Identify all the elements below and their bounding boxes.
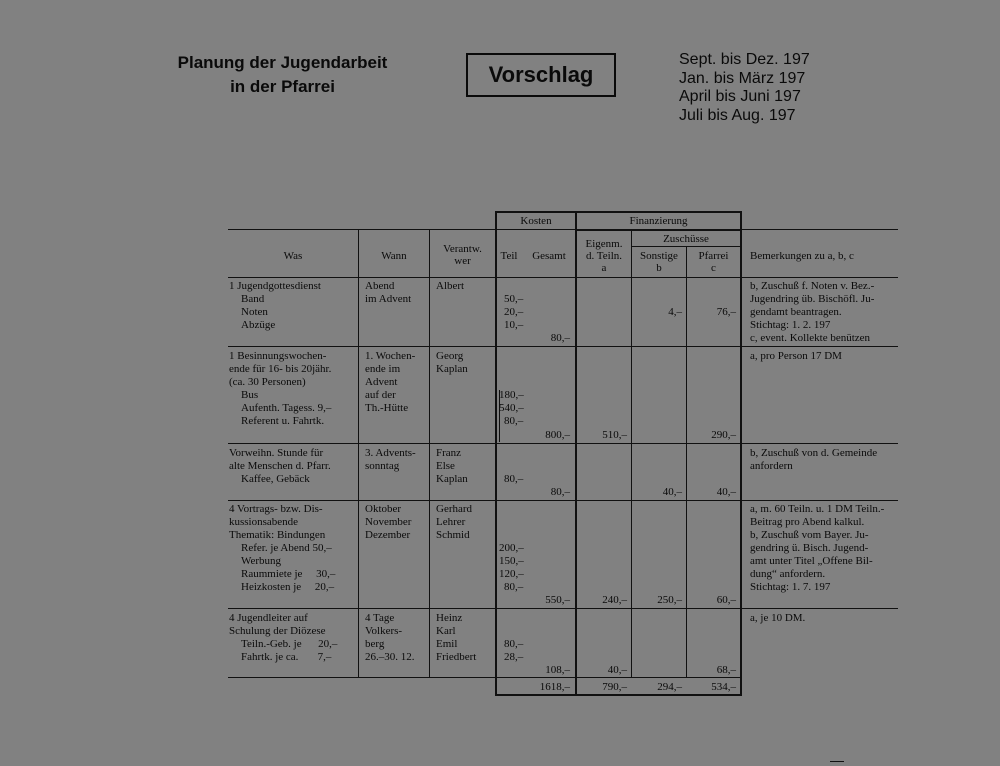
- was-line: Refer. je Abend 50,–: [241, 542, 332, 554]
- teil-value: 20,–: [504, 306, 524, 318]
- was-line: Thematik: Bindungen: [229, 529, 326, 541]
- col-rule-sonstige: [631, 231, 632, 677]
- wer-line: Gerhard: [436, 503, 473, 515]
- teil-value: 80,–: [504, 473, 524, 485]
- was-line: Aufenth. Tagess. 9,–: [241, 402, 332, 414]
- proposal-stamp: Vorschlag: [466, 53, 616, 97]
- row-rule-4: [228, 608, 898, 609]
- period-4: Juli bis Aug. 197: [679, 106, 796, 124]
- was-line: Referent u. Fahrtk.: [241, 415, 325, 427]
- period-2: Jan. bis März 197: [679, 69, 806, 87]
- bemerkung-line: Jugendring üb. Bischöfl. Ju-: [750, 293, 875, 305]
- kosten-header: Kosten: [520, 215, 552, 227]
- wer-line: Else: [436, 460, 455, 472]
- was-line: Teiln.-Geb. je 20,–: [241, 638, 338, 650]
- wann-line: Advent: [365, 376, 398, 388]
- teil-value: 120,–: [499, 568, 524, 580]
- wer-line: Georg: [436, 350, 464, 362]
- teil-value: 80,–: [504, 581, 524, 593]
- was-line: 4 Jugendleiter auf: [229, 612, 308, 624]
- was-line: Abzüge: [241, 319, 276, 331]
- row-rule-2: [228, 443, 898, 444]
- eigen-value: 40,–: [607, 664, 627, 676]
- was-line: alte Menschen d. Pfarr.: [229, 460, 331, 472]
- wann-line: im Advent: [365, 293, 412, 305]
- bemerkung-line: c, event. Kollekte benützen: [750, 332, 871, 344]
- period-list: [679, 51, 810, 125]
- bemerkung-line: a, m. 60 Teiln. u. 1 DM Teiln.-: [750, 503, 885, 515]
- teil-value: 10,–: [504, 319, 524, 331]
- wer-line: Schmid: [436, 529, 470, 541]
- eigenmittel-header: [577, 238, 631, 274]
- was-header: Was: [283, 250, 303, 262]
- wann-line: Volkers-: [365, 625, 403, 637]
- total-pfarrei: 534,–: [711, 681, 736, 693]
- finance-box-bottom: [496, 694, 741, 696]
- wann-header: Wann: [381, 250, 407, 262]
- was-line: Band: [241, 293, 265, 305]
- total-eigen: 790,–: [602, 681, 627, 693]
- row-rule-3: [228, 500, 898, 501]
- bemerkungen-header: Bemerkungen zu a, b, c: [750, 250, 854, 262]
- col-rule-kosten: [495, 211, 497, 696]
- bemerkung-line: gendamt beantragen.: [750, 306, 842, 318]
- header-bottom-rule: [228, 277, 898, 278]
- gesamt-value: 800,–: [545, 429, 570, 441]
- eigen-line-1: Eigenm.: [585, 238, 623, 250]
- finanzierung-header: Finanzierung: [629, 215, 688, 227]
- was-line: Heizkosten je 20,–: [241, 581, 335, 593]
- sonstige-line-2: b: [656, 262, 662, 274]
- totals-top-rule: [228, 677, 741, 678]
- bemerkung-line: b, Zuschuß f. Noten v. Bez.-: [750, 280, 875, 292]
- pfarrei-line-2: c: [711, 262, 716, 274]
- wer-line: Friedbert: [436, 651, 477, 663]
- was-line: Kaffee, Gebäck: [241, 473, 310, 485]
- row-rule-1: [228, 346, 898, 347]
- title-line-2: in der Pfarrei: [230, 77, 335, 96]
- finance-box-top: [496, 211, 741, 213]
- was-line: kussionsabende: [229, 516, 299, 528]
- teil-value: 80,–: [504, 415, 524, 427]
- wann-line: 3. Advents-: [365, 447, 416, 459]
- eigen-value: 510,–: [602, 429, 627, 441]
- bemerkung-line: anfordern: [750, 460, 793, 472]
- was-line: Raummiete je 30,–: [241, 568, 336, 580]
- finanzierung-underline: [577, 229, 741, 231]
- sonstige-value: 40,–: [662, 486, 682, 498]
- was-line: 4 Vortrags- bzw. Dis-: [229, 503, 323, 515]
- was-line: ende für 16- bis 20jähr.: [229, 363, 332, 375]
- was-line: (ca. 30 Personen): [229, 376, 306, 388]
- col-rule-wann: [358, 229, 359, 677]
- wann-line: Oktober: [365, 503, 402, 515]
- pfarrei-value: 76,–: [716, 306, 736, 318]
- teil-value: 200,–: [499, 542, 524, 554]
- was-line: 1 Jugendgottesdienst: [229, 280, 321, 292]
- teil-value: 80,–: [504, 638, 524, 650]
- bemerkung-line: Stichtag: 1. 2. 197: [750, 319, 831, 331]
- wer-line: Albert: [436, 280, 465, 292]
- total-gesamt: 1618,–: [539, 681, 570, 693]
- col-rule-bemerkungen: [740, 211, 742, 696]
- wann-line: November: [365, 516, 412, 528]
- was-line: Schulung der Diözese: [229, 625, 326, 637]
- pfarrei-value: 290,–: [711, 429, 736, 441]
- wann-line: 1. Wochen-: [365, 350, 416, 362]
- period-1: Sept. bis Dez. 197: [679, 51, 810, 68]
- gesamt-value: 550,–: [545, 594, 570, 606]
- scan-mark: [830, 761, 844, 762]
- pfarrei-line-1: Pfarrei: [698, 250, 729, 262]
- sonstige-value: 250,–: [657, 594, 682, 606]
- pfarrei-value: 68,–: [716, 664, 736, 676]
- verantw-header: [430, 243, 495, 267]
- gesamt-header: Gesamt: [532, 250, 566, 262]
- teil-value: 150,–: [499, 555, 524, 567]
- gesamt-value: 108,–: [545, 664, 570, 676]
- title-line-1: Planung der Jugendarbeit: [177, 53, 388, 72]
- was-line: Werbung: [241, 555, 282, 567]
- wann-line: 26.–30. 12.: [365, 651, 415, 663]
- bemerkung-line: a, pro Person 17 DM: [750, 350, 842, 362]
- bemerkung-line: gendring ü. Bisch. Jugend-: [750, 542, 869, 554]
- gesamt-value: 80,–: [550, 486, 570, 498]
- wann-line: ende im: [365, 363, 401, 375]
- bemerkung-line: a, je 10 DM.: [750, 612, 806, 624]
- bemerkung-line: b, Zuschuß vom Bayer. Ju-: [750, 529, 869, 541]
- sonstige-line-1: Sonstige: [640, 250, 678, 262]
- wann-line: auf der: [365, 389, 396, 401]
- wann-line: berg: [365, 638, 385, 650]
- wer-line: Kaplan: [436, 363, 468, 375]
- wann-line: Dezember: [365, 529, 411, 541]
- teil-value: 50,–: [504, 293, 524, 305]
- eigen-value: 240,–: [602, 594, 627, 606]
- wer-line: Franz: [436, 447, 462, 459]
- period-3: April bis Juni 197: [679, 88, 801, 105]
- eigen-line-2: d. Teiln.: [586, 250, 622, 262]
- col-rule-wer: [429, 229, 430, 677]
- pfarrei-value: 40,–: [716, 486, 736, 498]
- teil-header: Teil: [500, 250, 518, 262]
- bemerkung-line: amt unter Titel „Offene Bil-: [750, 555, 873, 567]
- wann-line: Th.-Hütte: [365, 402, 409, 414]
- was-line: Bus: [241, 389, 259, 401]
- was-line: 1 Besinnungswochen-: [229, 350, 327, 362]
- table-top-rule: [228, 229, 898, 230]
- bemerkung-line: Stichtag: 1. 7. 197: [750, 581, 831, 593]
- was-line: Fahrtk. je ca. 7,–: [241, 651, 332, 663]
- document-title: [150, 51, 415, 99]
- verantw-line-1: Verantw.: [443, 243, 482, 255]
- teil-value: 180,–: [499, 389, 524, 401]
- wer-line: Kaplan: [436, 473, 468, 485]
- was-line: Vorweihn. Stunde für: [229, 447, 324, 459]
- zuschuesse-header: Zuschüsse: [663, 233, 709, 245]
- wer-line: Emil: [436, 638, 458, 650]
- teil-value: 540,–: [499, 402, 524, 414]
- sonstige-value: 4,–: [668, 306, 682, 318]
- bemerkung-line: dung“ anfordern.: [750, 568, 826, 580]
- pfarrei-value: 60,–: [716, 594, 736, 606]
- verantw-line-2: wer: [454, 255, 471, 267]
- total-sonstige: 294,–: [657, 681, 682, 693]
- bemerkung-line: Beitrag pro Abend kalkul.: [750, 516, 865, 528]
- wer-line: Heinz: [436, 612, 463, 624]
- wann-line: Abend: [365, 280, 395, 292]
- eigen-line-3: a: [601, 262, 607, 274]
- pfarrei-header: [687, 250, 740, 274]
- sonstige-header: [632, 250, 686, 274]
- wer-line: Karl: [436, 625, 456, 637]
- teil-value: 28,–: [504, 651, 524, 663]
- wann-line: 4 Tage: [365, 612, 395, 624]
- wer-line: Lehrer: [436, 516, 466, 528]
- gesamt-value: 80,–: [550, 332, 570, 344]
- wann-line: sonntag: [365, 460, 400, 472]
- was-line: Noten: [241, 306, 268, 318]
- bemerkung-line: b, Zuschuß von d. Gemeinde: [750, 447, 878, 459]
- col-rule-finanzierung: [575, 211, 577, 696]
